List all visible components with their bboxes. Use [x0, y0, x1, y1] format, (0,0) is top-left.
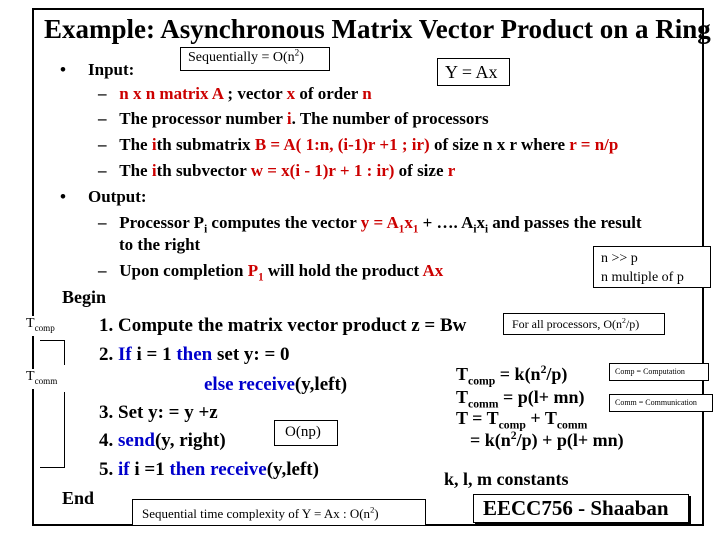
tcomm-label: $T_{comm}$ — [26, 369, 70, 389]
constraint-box: n >> p n multiple of p — [593, 246, 711, 288]
step-4: 4. send(y, right) — [99, 430, 226, 451]
step-3: 3. Set y: = y +z — [99, 402, 218, 423]
tcomm-bracket-line — [64, 392, 65, 467]
output-item-1: – Processor $P_i$ computes the vector $y = A_1x_1$ + …. $A_ix_i$ and passes the result — [98, 213, 642, 236]
y-ax-callout: Y = Ax — [437, 58, 510, 86]
sequential-callout: Sequentially = $O(n^2)$ — [180, 47, 330, 71]
onp-callout: O(np) — [274, 420, 338, 446]
all-processors-callout: For all processors, $O(n^2/p)$ — [503, 313, 665, 335]
comp-definition: Comp = Computation — [609, 363, 709, 381]
tcomp-bracket-top — [40, 340, 65, 341]
input-label: Input: — [88, 60, 135, 79]
output-item-2: – Upon completion $P_1$ will hold the product Ax — [98, 261, 444, 284]
output-label: Output: — [88, 187, 147, 206]
footer-badge: EECC756 - Shaaban — [473, 494, 689, 523]
input-item-4: – The ith subvector w = x(i - 1)r + 1 : ir) of size r — [98, 161, 456, 180]
step-2-else: else receive(y,left) — [204, 374, 348, 395]
slide-title: Example: Asynchronous Matrix Vector Product on a Ring — [44, 14, 711, 44]
tcomm-bracket-bottom — [40, 467, 65, 468]
step-2: 2. If i = 1 then set y: = 0 — [99, 344, 290, 365]
begin-keyword: Begin — [62, 287, 107, 307]
tcomp-bracket-line — [64, 340, 65, 365]
sequential-complexity-box: Sequential time complexity of Y = Ax : $O(n^2)$ — [132, 499, 426, 526]
end-keyword: End — [62, 488, 95, 508]
tcomp-label: $T_{comp}$ — [26, 316, 68, 336]
formula-tcomm: $T_{comm} = p(l+ mn)$ — [456, 387, 585, 411]
output-item-1-cont: to the right — [119, 235, 201, 254]
constants-note: k, l, m constants — [444, 469, 569, 489]
step-5: 5. if i =1 then receive(y,left) — [99, 459, 319, 480]
formula-total: $T = T_{comp} + T_{comm}$ — [456, 408, 588, 432]
input-item-1: – n x n matrix A ; vector x of order n — [98, 84, 372, 103]
input-item-3: – The ith submatrix B = A( 1:n, (i-1)r +1 ; ir) of size n x r where r = n/p — [98, 135, 619, 154]
step-1: 1. Compute the matrix vector product z = Bw — [99, 315, 467, 336]
formula-tcomp: $T_{comp} = k(n^2/p)$ — [456, 363, 568, 388]
comm-definition: Comm = Communication — [609, 394, 713, 412]
input-item-2: – The processor number i. The number of processors — [98, 109, 489, 128]
formula-total-expanded: = $k(n^2/p) + p(l+ mn)$ — [470, 429, 624, 450]
input-bullet: • — [60, 60, 66, 79]
output-bullet: • — [60, 187, 66, 206]
